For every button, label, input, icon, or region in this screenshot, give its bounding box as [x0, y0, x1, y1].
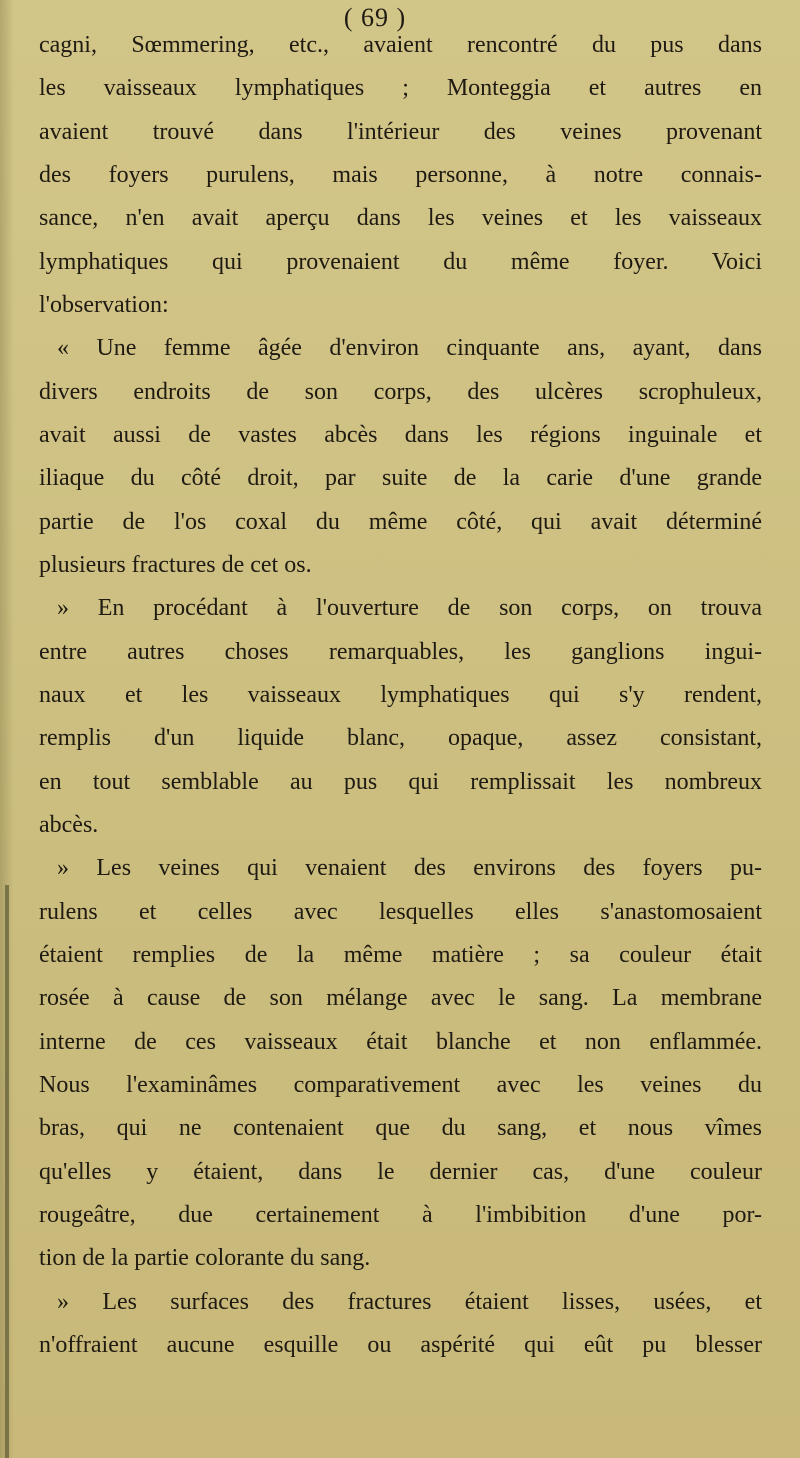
- text-line: interne de ces vaisseaux était blanche et non enflammée.: [39, 1028, 762, 1055]
- text-line: étaient remplies de la même matière ; sa couleur était: [39, 941, 762, 968]
- text-line: l'observation:: [39, 291, 169, 318]
- text-line: partie de l'os coxal du même côté, qui avait déterminé: [39, 508, 762, 535]
- text-line: rosée à cause de son mélange avec le sang. La membrane: [39, 985, 762, 1012]
- text-line: » Les surfaces des fractures étaient lisses, usées, et: [57, 1288, 762, 1315]
- text-line: rulens et celles avec lesquelles elles s'anastomosaient: [39, 898, 762, 925]
- text-line: plusieurs fractures de cet os.: [39, 551, 312, 578]
- text-line: abcès.: [39, 811, 99, 838]
- text-line: » En procédant à l'ouverture de son corps, on trouva: [57, 595, 762, 622]
- text-line: tion de la partie colorante du sang.: [39, 1245, 371, 1272]
- text-line: Nous l'examinâmes comparativement avec les veines du: [39, 1071, 762, 1098]
- binding-edge-line: [5, 885, 9, 1458]
- text-line: avait aussi de vastes abcès dans les régions inguinale et: [39, 421, 762, 448]
- text-line: » Les veines qui venaient des environs des foyers pu-: [57, 855, 762, 882]
- text-line: naux et les vaisseaux lymphatiques qui s'y rendent,: [39, 681, 762, 708]
- text-line: divers endroits de son corps, des ulcères scrophuleux,: [39, 378, 762, 405]
- text-line: bras, qui ne contenaient que du sang, et nous vîmes: [39, 1115, 762, 1142]
- page-number: ( 69 ): [343, 3, 407, 32]
- text-line: en tout semblable au pus qui remplissait les nombreux: [39, 768, 762, 795]
- text-line: remplis d'un liquide blanc, opaque, assez consistant,: [39, 725, 762, 752]
- text-line: « Une femme âgée d'environ cinquante ans, ayant, dans: [57, 335, 762, 362]
- text-line: rougeâtre, due certainement à l'imbibition d'une por-: [39, 1201, 762, 1228]
- text-line: entre autres choses remarquables, les ganglions ingui-: [39, 638, 762, 665]
- text-line: sance, n'en avait aperçu dans les veines et les vaisseaux: [39, 205, 762, 232]
- text-line: des foyers purulens, mais personne, à notre connais-: [39, 161, 762, 188]
- text-line: cagni, Sœmmering, etc., avaient rencontré du pus dans: [39, 32, 762, 58]
- text-line: lymphatiques qui provenaient du même foyer. Voici: [39, 248, 762, 275]
- text-line: qu'elles y étaient, dans le dernier cas, d'une couleur: [39, 1158, 762, 1185]
- body-text: [39, 24, 762, 1367]
- text-line: avaient trouvé dans l'intérieur des veines provenant: [39, 118, 762, 145]
- text-line: n'offraient aucune esquille ou aspérité qui eût pu blesser: [39, 1331, 762, 1358]
- text-line: iliaque du côté droit, par suite de la carie d'une grande: [39, 465, 762, 492]
- text-line: les vaisseaux lymphatiques ; Monteggia et autres en: [39, 75, 762, 102]
